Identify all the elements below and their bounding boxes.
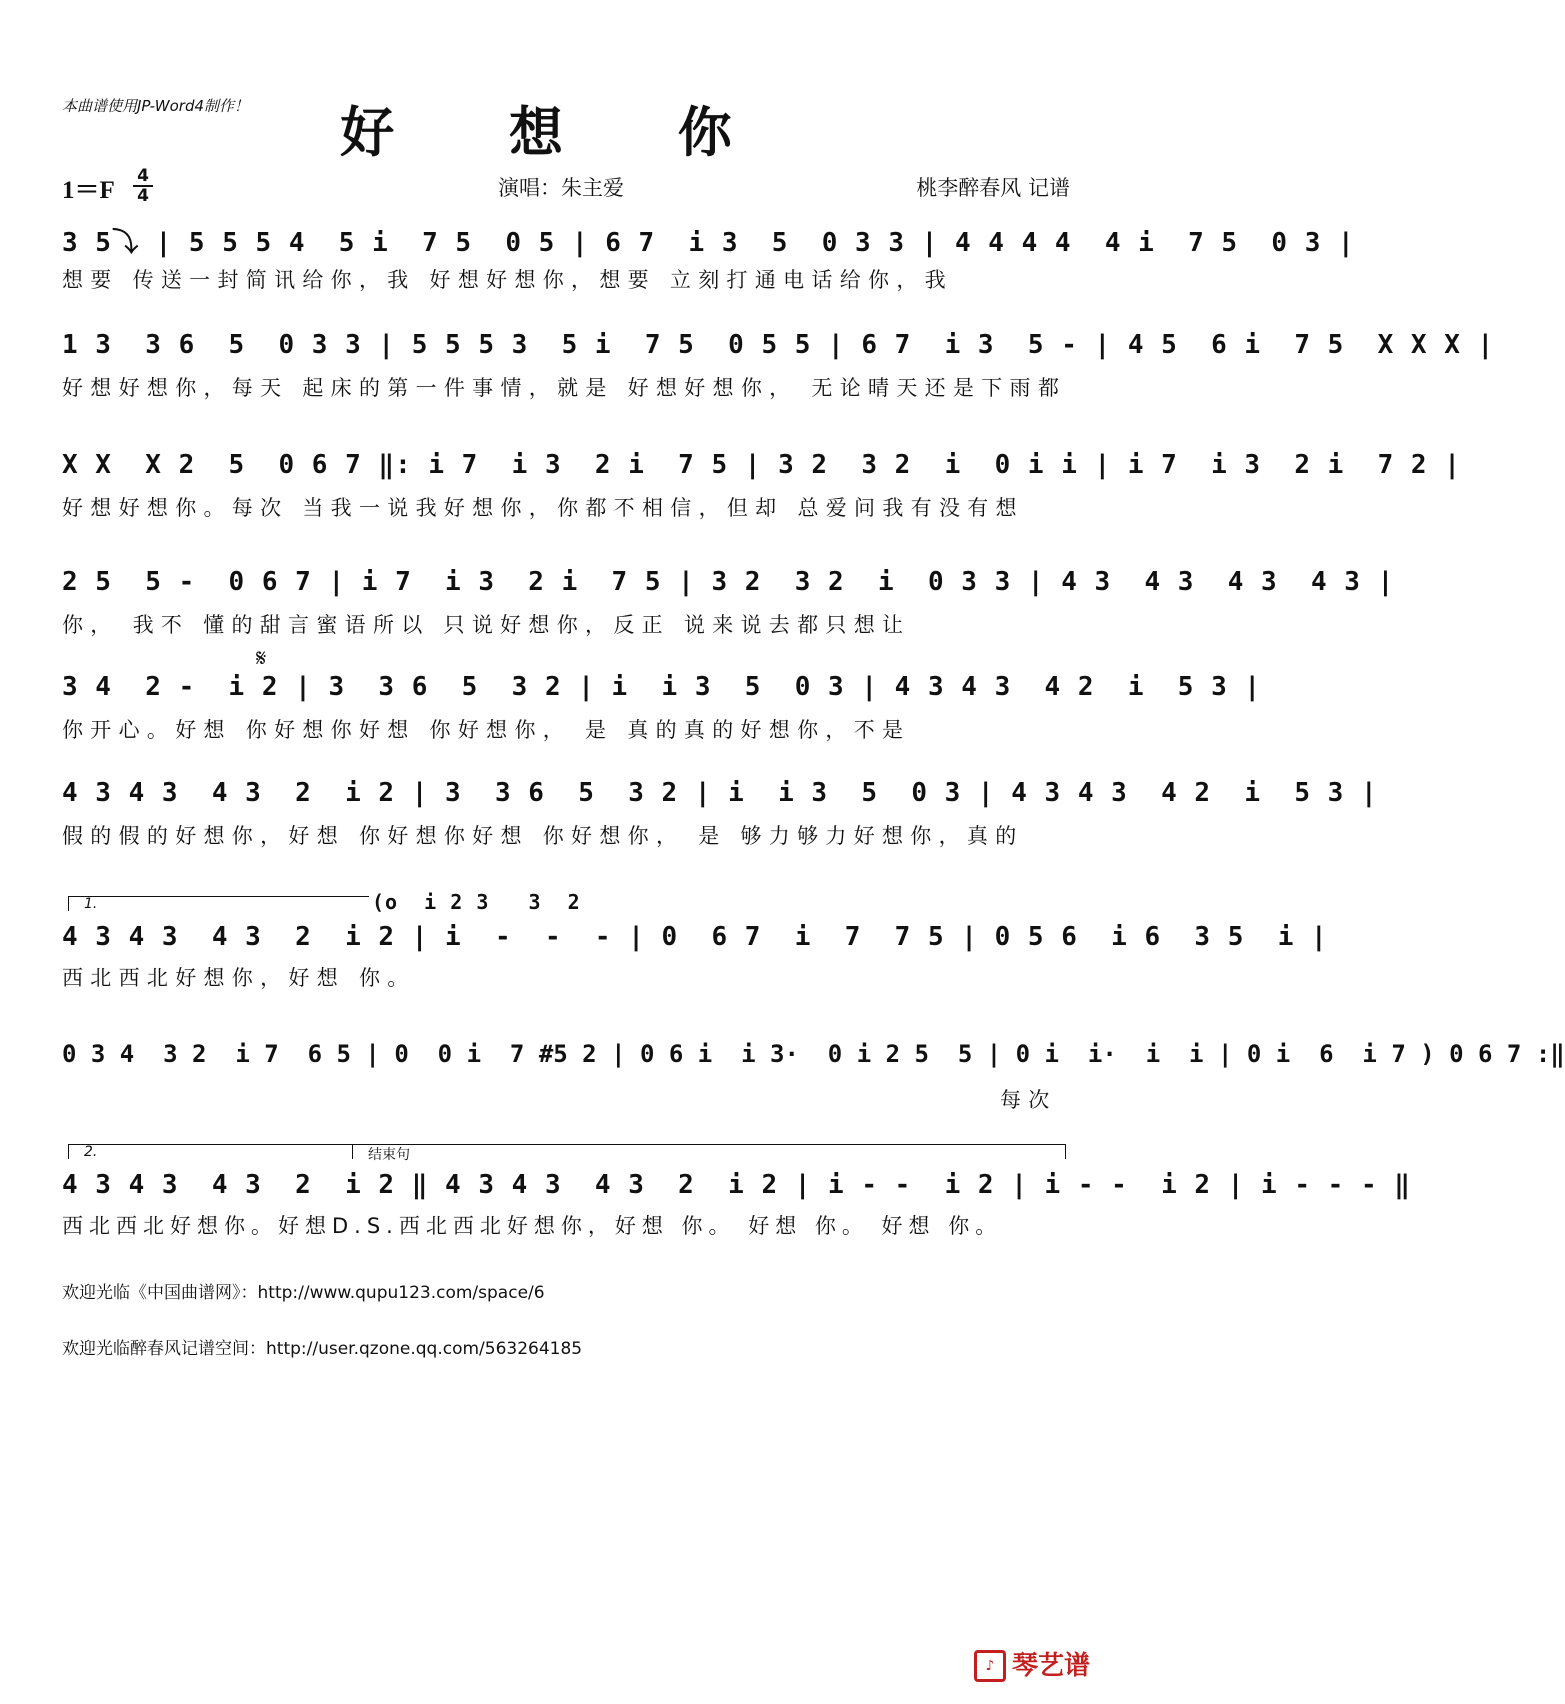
time-signature — [133, 168, 153, 204]
staff-system-9 — [62, 1140, 1411, 1240]
staff-system-1 — [62, 222, 1355, 292]
lyric-line: 西北西北好想你，好想 你。 — [62, 966, 416, 990]
coda-bracket — [352, 1144, 1066, 1159]
lyric-line: 每次 — [1000, 1088, 1057, 1112]
lyric-line: 假的假的好想你，好想 你好想你好想 你好想你， 是 够力够力好想你，真的 — [62, 824, 1024, 848]
segno-sign: 𝄋 — [256, 644, 267, 672]
notation-line: 3 5⤵ | 5 5 5 4 5 i 7 5 0 5 | 6 7 i 3 5 0 3 3 | 4 4 4 4 4 i 7 5 0 3 | — [62, 228, 1355, 258]
staff-system-8 — [62, 1040, 1565, 1112]
time-numerator: 4 — [137, 166, 149, 186]
lyric-line: 想要 传送一封简讯给你，我 好想好想你，想要 立刻打通电话给你，我 — [62, 268, 953, 292]
lyric-line: 西北西北好想你。好想D.S.西北西北好想你，好想 你。 好想 你。 好想 你。 — [62, 1214, 1003, 1238]
staff-system-4 — [62, 567, 1395, 637]
lyric-line: 你， 我不 懂的甜言蜜语所以 只说好想你，反正 说来说去都只想让 — [62, 613, 911, 637]
song-title: 好 想 你 — [340, 100, 780, 164]
staff-system-3 — [62, 450, 1461, 520]
notation-line: 4 3 4 3 4 3 2 i 2 | 3 3 6 5 3 2 | i i 3 5 0 3 | 4 3 4 3 4 2 i 5 3 | — [62, 778, 1378, 808]
singer-credit: 演唱：朱主爱 — [498, 176, 624, 200]
coda-label: 结束句 — [368, 1147, 410, 1163]
software-credit: 本曲谱使用JP-Word4制作！ — [62, 97, 250, 115]
notation-line: 1 3 3 6 5 0 3 3 | 5 5 5 3 5 i 7 5 0 5 5 | 6 7 i 3 5 - | 4 5 6 i 7 5 X X X | — [62, 330, 1495, 360]
notation-line: 2 5 5 - 0 6 7 | i 7 i 3 2 i 7 5 | 3 2 3 2 i 0 3 3 | 4 3 4 3 4 3 4 3 | — [62, 567, 1395, 597]
notation-line: 4 3 4 3 4 3 2 i 2 ‖ 4 3 4 3 4 3 2 i 2 | i - - i 2 | i - - i 2 | i - - - ‖ — [62, 1170, 1411, 1200]
notation-line: X X X 2 5 0 6 7 ‖: i 7 i 3 2 i 7 5 | 3 2 3 2 i 0 i i | i 7 i 3 2 i 7 2 | — [62, 450, 1461, 480]
notation-line: 4 3 4 3 4 3 2 i 2 | i - - - | 0 6 7 i 7 7 5 | 0 5 6 i 6 3 5 i | — [62, 922, 1328, 952]
notation-line: 0 3 4 3 2 i 7 6 5 | 0 0 i 7 #5 2 | 0 6 i i 3· 0 i 2 5 5 | 0 i i· i i | 0 i 6 i 7 ) 0 6 7 :‖ — [62, 1040, 1565, 1068]
staff-system-2 — [62, 330, 1495, 400]
logo-icon: ♪ — [974, 1650, 1006, 1682]
lyric-line: 好想好想你。每次 当我一说我好想你，你都不相信，但却 总爱问我有没有想 — [62, 496, 1024, 520]
lyric-line: 你开心。好想 你好想你好想 你好想你， 是 真的真的好想你，不是 — [62, 718, 911, 742]
key-signature: 1＝F — [62, 177, 115, 204]
first-ending-label: 1. — [84, 896, 98, 912]
staff-system-7 — [62, 890, 1328, 990]
staff-system-6 — [62, 778, 1378, 848]
footer-link-qzone[interactable]: 欢迎光临醉春风记谱空间：http://user.qzone.qq.com/563264185 — [62, 1339, 583, 1359]
time-denominator: 4 — [137, 186, 149, 206]
footer-link-qupu[interactable]: 欢迎光临《中国曲谱网》：http://www.qupu123.com/space/6 — [62, 1283, 545, 1303]
notation-line: 3 4 2 - i 2 | 3 3 6 5 3 2 | i i 3 5 0 3 | 4 3 4 3 4 2 i 5 3 | — [62, 672, 1262, 702]
second-ending-label: 2. — [84, 1144, 98, 1160]
staff-system-5 — [62, 644, 1262, 742]
logo-text: 琴艺谱 — [1011, 1650, 1090, 1681]
transcriber-credit: 桃李醉春风 记谱 — [916, 176, 1070, 200]
second-ending-bracket — [68, 1144, 353, 1159]
upper-voice-line: (o i 2 3 3 2 — [372, 890, 581, 914]
lyric-line: 好想好想你，每天 起床的第一件事情，就是 好想好想你， 无论晴天还是下雨都 — [62, 376, 1067, 400]
first-ending-bracket — [68, 896, 369, 911]
site-logo — [974, 1645, 1090, 1683]
